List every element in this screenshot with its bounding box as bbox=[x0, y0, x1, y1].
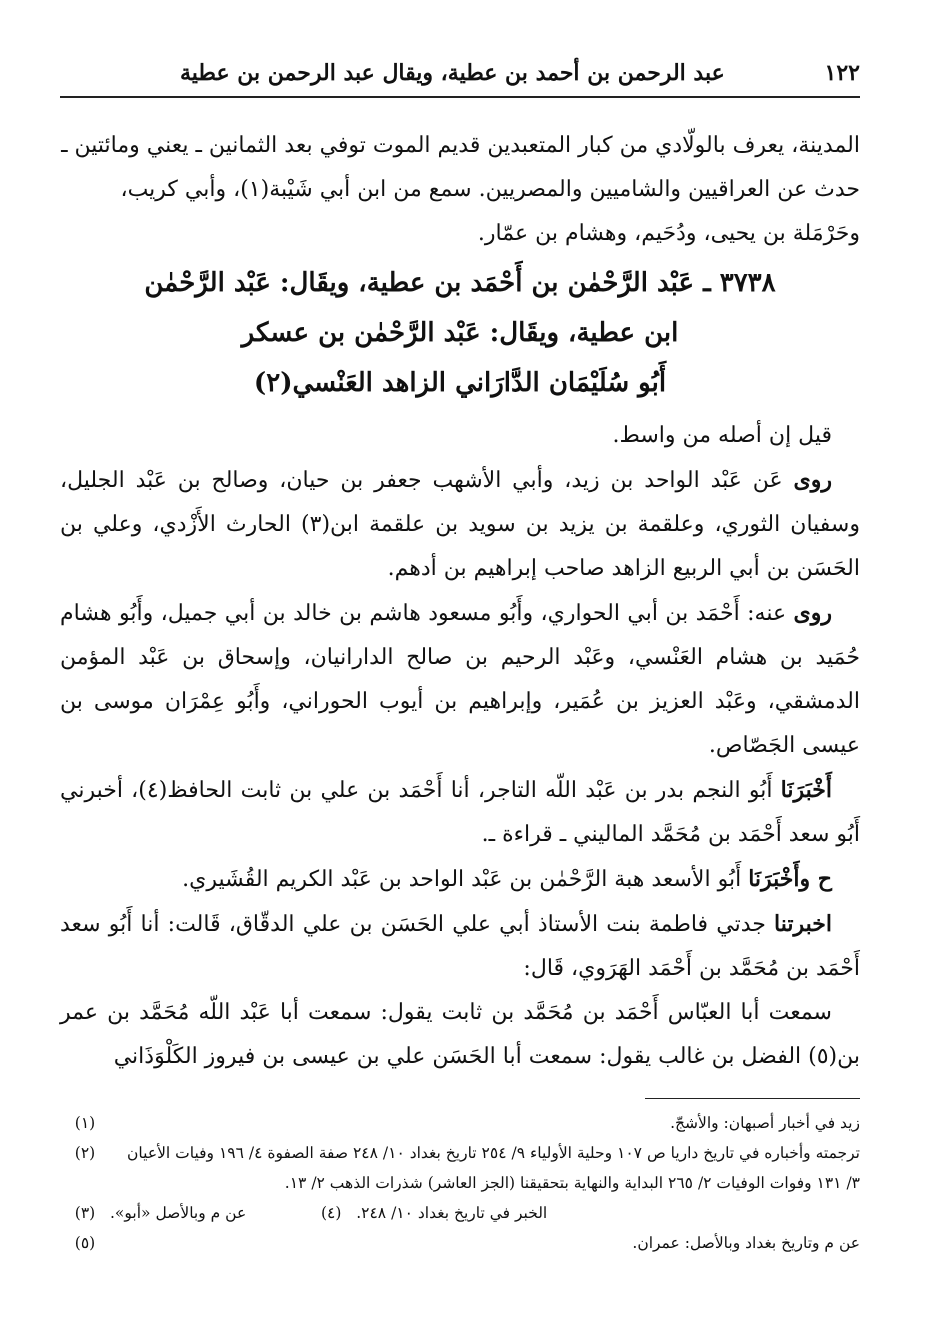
isnad-paragraph bbox=[60, 902, 860, 991]
entry-heading-line: أَبُو سُلَيْمَان الدَّارَاني الزاهد العَنْسي(٢) bbox=[253, 368, 667, 398]
footnote-item bbox=[60, 1138, 860, 1198]
isnad-lead: اخبرتنا bbox=[774, 911, 832, 937]
footnote-number: (٢) bbox=[74, 1144, 96, 1162]
running-header bbox=[60, 58, 860, 92]
narrated-from-paragraph bbox=[60, 458, 860, 591]
footnote-item bbox=[60, 1108, 860, 1138]
isnad-lead: ح وأَخْبَرَنَا bbox=[748, 866, 832, 892]
running-title: عبد الرحمن بن أحمد بن عطية، ويقال عبد الرحمن بن عطية bbox=[180, 60, 725, 86]
isnad-paragraph bbox=[60, 857, 860, 902]
intro-line: المدينة، يعرف بالولّادي من كبار المتعبدين قديم الموت توفي بعد الثمانين ـ يعني ومائتين ـ bbox=[61, 133, 860, 158]
isnad-paragraph bbox=[60, 768, 860, 857]
entry-heading-line: ابن عطية، ويقَال: عَبْد الرَّحْمٰن بن عسكر bbox=[241, 318, 679, 348]
footnotes bbox=[60, 1108, 860, 1258]
page-number: ١٢٢ bbox=[824, 60, 860, 86]
entry-heading-line: ٣٧٣٨ ـ عَبْد الرَّحْمٰن بن أَحْمَد بن عطية، ويقَال: عَبْد الرَّحْمٰن bbox=[144, 268, 776, 298]
footnote-text: ترجمته وأخباره في تاريخ داريا ص ١٠٧ وحلية الأولياء ٩/ ٢٥٤ تاريخ بغداد ١٠/ ٢٤٨ صفة الصفوة ٤/ ١٩٦ وفيات الأعيان ٣/ ١٣١ وفوات الوفيات ٢/ ٢٦٥ البداية والنهاية بتحقيقنا (الجز العاشر) شذرات الذهب ٢/ ١٣. bbox=[127, 1144, 860, 1192]
isnad-text: أَبُو النجم بدر بن عَبْد اللّه التاجر، أنا أَحْمَد بن علي بن ثابت الحافظ(٤)، أخبرني أَبُو سعد أَحْمَد بن مُحَمَّد الماليني ـ قراءة ـ. bbox=[60, 778, 860, 847]
main-text bbox=[60, 124, 860, 1079]
narration-paragraph: سمعت أبا العبّاس أَحْمَد بن مُحَمَّد بن ثابت يقول: سمعت أبا عَبْد اللّه مُحَمَّد بن عمر بن(٥) الفضل بن غالب يقول: سمعت أبا الحَسَن علي بن عيسى بن فيروز الكَلْوَذَاني bbox=[60, 1000, 860, 1069]
footnote-rule bbox=[645, 1098, 860, 1099]
footnote-number: (٣) bbox=[74, 1204, 96, 1222]
narrated-by-lead: روى bbox=[793, 600, 832, 626]
footnote-text: زيد في أخبار أصبهان: والأشجّ. bbox=[670, 1114, 860, 1132]
narrated-by-text: عنه: أَحْمَد بن أبي الحواري، وأَبُو مسعود هاشم بن خالد بن أبي جميل، وأَبُو هشام حُمَيد بن هشام العَنْسي، وعَبْد الرحيم بن صالح الدارانيان، وإسحاق بن عَبْد المؤمن الدمشقي، وعَبْد العزيز بن عُمَير، وإبراهيم بن أيوب الحوراني، وأَبُو عِمْرَان موسى بن عيسى الجَصّاص. bbox=[60, 601, 860, 758]
footnote-text: الخبر في تاريخ بغداد ١٠/ ٢٤٨. bbox=[356, 1204, 548, 1222]
narrated-from-lead: روى bbox=[793, 467, 832, 493]
footnote-text: عن م وبالأصل «أبو». bbox=[110, 1204, 247, 1222]
isnad-text: جدتي فاطمة بنت الأستاذ أبي علي الحَسَن بن علي الدقّاق، قَالت: أنا أَبُو سعد أَحْمَد بن مُحَمَّد بن أَحْمَد الهَرَوي، قَال: bbox=[60, 912, 860, 981]
footnote-item bbox=[60, 1228, 860, 1258]
narrated-by-paragraph bbox=[60, 591, 860, 768]
footnote-text: عن م وتاريخ بغداد وبالأصل: عمران. bbox=[632, 1234, 860, 1252]
intro-line: حدث عن العراقيين والشاميين والمصريين. سمع من ابن أبي شَيْبة(١)، وأبي كريب، bbox=[120, 177, 860, 202]
narrated-from-text: عَن عَبْد الواحد بن زيد، وأبي الأشهب جعفر بن حيان، وصالح بن عَبْد الجليل، وسفيان الثوري، وعلقمة بن يزيد بن سويد بن علقمة ابن(٣) الحارث الأَزْدي، وعلي بن الحَسَن بن أبي الربيع الزاهد صاحب إبراهيم بن أدهم. bbox=[60, 468, 860, 581]
header-rule bbox=[60, 96, 860, 98]
footnote-number: (٥) bbox=[74, 1234, 96, 1252]
footnote-pair bbox=[60, 1198, 860, 1228]
intro-line: وحَرْمَلة بن يحيى، ودُحَيم، وهشام بن عمّار. bbox=[477, 221, 860, 246]
origin-note: قيل إن أصله من واسط. bbox=[612, 423, 832, 448]
isnad-text: أَبُو الأسعد هبة الرَّحْمٰن بن عَبْد الواحد بن عَبْد الكريم القُشَيري. bbox=[182, 867, 742, 892]
isnad-lead: أَخْبَرَنَا bbox=[780, 777, 832, 803]
footnote-number: (٤) bbox=[320, 1204, 342, 1222]
footnote-number: (١) bbox=[74, 1114, 96, 1132]
